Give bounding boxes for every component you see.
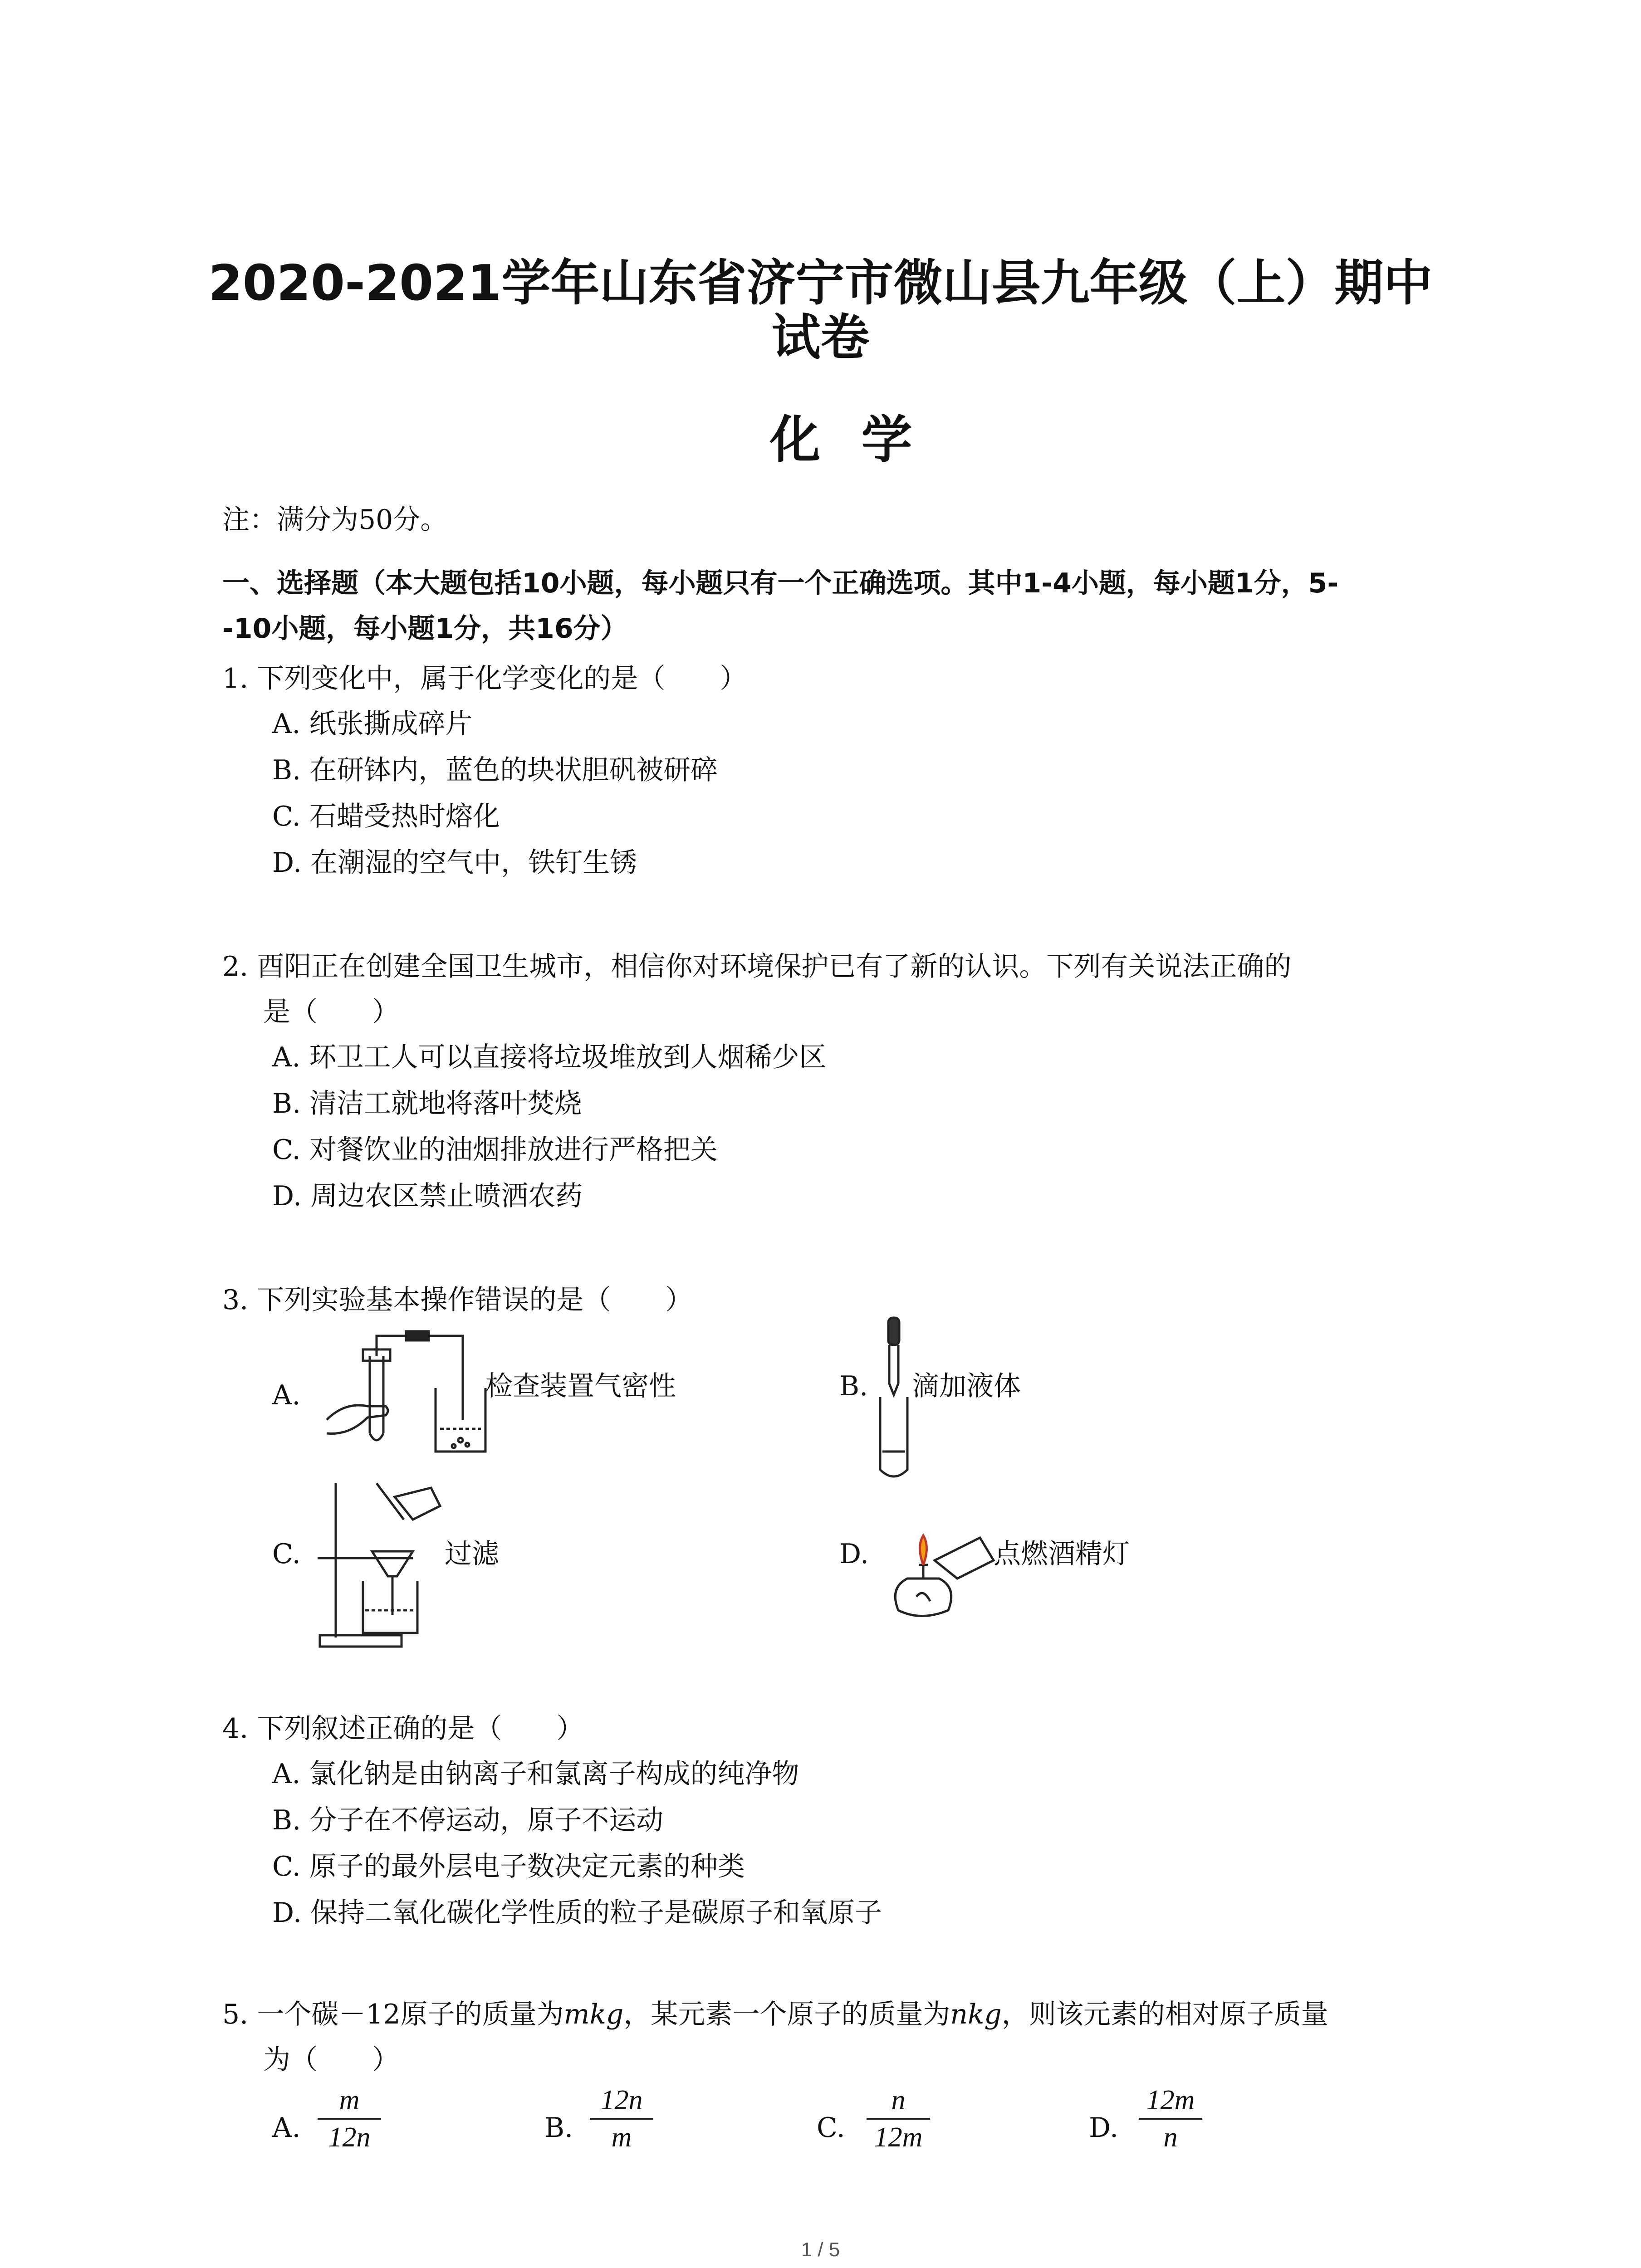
q5-mass-n: nkg xyxy=(950,1999,1002,2030)
q4-stem: 4. 下列叙述正确的是（ ） xyxy=(222,1713,584,1745)
q5-stem-suffix: ，则该元素的相对原子质量 xyxy=(1001,1999,1328,2030)
title-line1: 2020-2021学年山东省济宁市微山县九年级（上）期中 xyxy=(208,255,1433,312)
q5-option-d-fraction xyxy=(1139,2084,1202,2153)
q5-option-b-letter[interactable]: B. xyxy=(544,2112,573,2144)
q2-option-d[interactable]: D. 周边农区禁止喷洒农药 xyxy=(272,1180,583,1212)
q2-option-c[interactable]: C. 对餐饮业的油烟排放进行严格把关 xyxy=(272,1134,718,1166)
q5-option-b-fraction xyxy=(590,2084,653,2153)
q5-option-d-letter[interactable]: D. xyxy=(1089,2112,1119,2144)
q3-option-c-letter[interactable]: C. xyxy=(272,1538,301,1570)
q5-stem-prefix: 5. 一个碳－12原子的质量为 xyxy=(222,1999,564,2030)
q5-option-b-denominator: m xyxy=(611,2122,632,2153)
q5-stem-line2: 为（ ） xyxy=(263,2044,399,2076)
q1-option-b[interactable]: B. 在研钵内，蓝色的块状胆矾被研碎 xyxy=(272,754,718,786)
q5-option-c-denominator: 12m xyxy=(874,2122,923,2153)
subject-heading: 化学 xyxy=(769,411,953,469)
q2-option-b[interactable]: B. 清洁工就地将落叶焚烧 xyxy=(272,1088,582,1119)
q2-option-a[interactable]: A. 环卫工人可以直接将垃圾堆放到人烟稀少区 xyxy=(272,1041,827,1073)
q4-option-d[interactable]: D. 保持二氧化碳化学性质的粒子是碳原子和氧原子 xyxy=(272,1897,882,1929)
q1-option-c[interactable]: C. 石蜡受热时熔化 xyxy=(272,801,500,832)
q2-stem-line1: 2. 酉阳正在创建全国卫生城市，相信你对环境保护已有了新的认识。下列有关说法正确的 xyxy=(222,951,1292,982)
page-number: 1 / 5 xyxy=(801,2239,840,2261)
q5-option-d-denominator: n xyxy=(1163,2122,1178,2153)
filtration-icon xyxy=(318,1479,445,1651)
q1-stem: 1. 下列变化中，属于化学变化的是（ ） xyxy=(222,663,747,694)
q5-stem-mid: ，某元素一个原子的质量为 xyxy=(623,1999,950,2030)
q5-option-c-fraction xyxy=(867,2084,930,2153)
q5-mass-m: mkg xyxy=(563,1999,624,2030)
q3-option-a-label: 检查装置气密性 xyxy=(485,1370,676,1402)
section-heading-line2: -10小题，每小题1分，共16分） xyxy=(222,613,628,645)
q5-option-d-numerator: 12m xyxy=(1139,2084,1202,2120)
title-line2: 试卷 xyxy=(771,309,870,366)
q4-option-a[interactable]: A. 氯化钠是由钠离子和氯离子构成的纯净物 xyxy=(272,1758,799,1790)
q1-option-a[interactable]: A. 纸张撕成碎片 xyxy=(272,708,473,740)
q5-option-a-letter[interactable]: A. xyxy=(272,2112,301,2144)
q3-option-d-letter[interactable]: D. xyxy=(839,1538,869,1570)
q3-stem: 3. 下列实验基本操作错误的是（ ） xyxy=(222,1284,693,1316)
q5-option-b-numerator: 12n xyxy=(590,2084,653,2120)
q5-stem-line1 xyxy=(222,1998,1328,2031)
q4-option-b[interactable]: B. 分子在不停运动，原子不运动 xyxy=(272,1804,664,1836)
q3-option-a-letter[interactable]: A. xyxy=(272,1379,301,1411)
alcohol-lamp-icon xyxy=(889,1510,998,1624)
q2-stem-line2: 是（ ） xyxy=(263,996,399,1028)
q5-option-a-denominator: 12n xyxy=(328,2122,371,2153)
q1-option-d[interactable]: D. 在潮湿的空气中，铁钉生锈 xyxy=(272,847,637,879)
section-heading-line1: 一、选择题（本大题包括10小题，每小题只有一个正确选项。其中1-4小题，每小题1分，5- xyxy=(222,567,1339,599)
q4-option-c[interactable]: C. 原子的最外层电子数决定元素的种类 xyxy=(272,1851,745,1882)
q5-option-a-fraction xyxy=(318,2084,381,2153)
q5-option-c-numerator: n xyxy=(867,2084,930,2120)
score-note: 注：满分为50分。 xyxy=(222,504,448,536)
q5-option-a-numerator: m xyxy=(318,2084,381,2120)
q3-option-c-label: 过滤 xyxy=(445,1538,499,1570)
airtightness-check-icon xyxy=(318,1329,490,1461)
q3-option-b-letter[interactable]: B. xyxy=(839,1370,868,1402)
q5-option-c-letter[interactable]: C. xyxy=(817,2112,845,2144)
q3-option-b-label: 滴加液体 xyxy=(912,1370,1021,1402)
dropper-icon xyxy=(871,1315,916,1479)
q3-option-d-label: 点燃酒精灯 xyxy=(994,1538,1130,1570)
